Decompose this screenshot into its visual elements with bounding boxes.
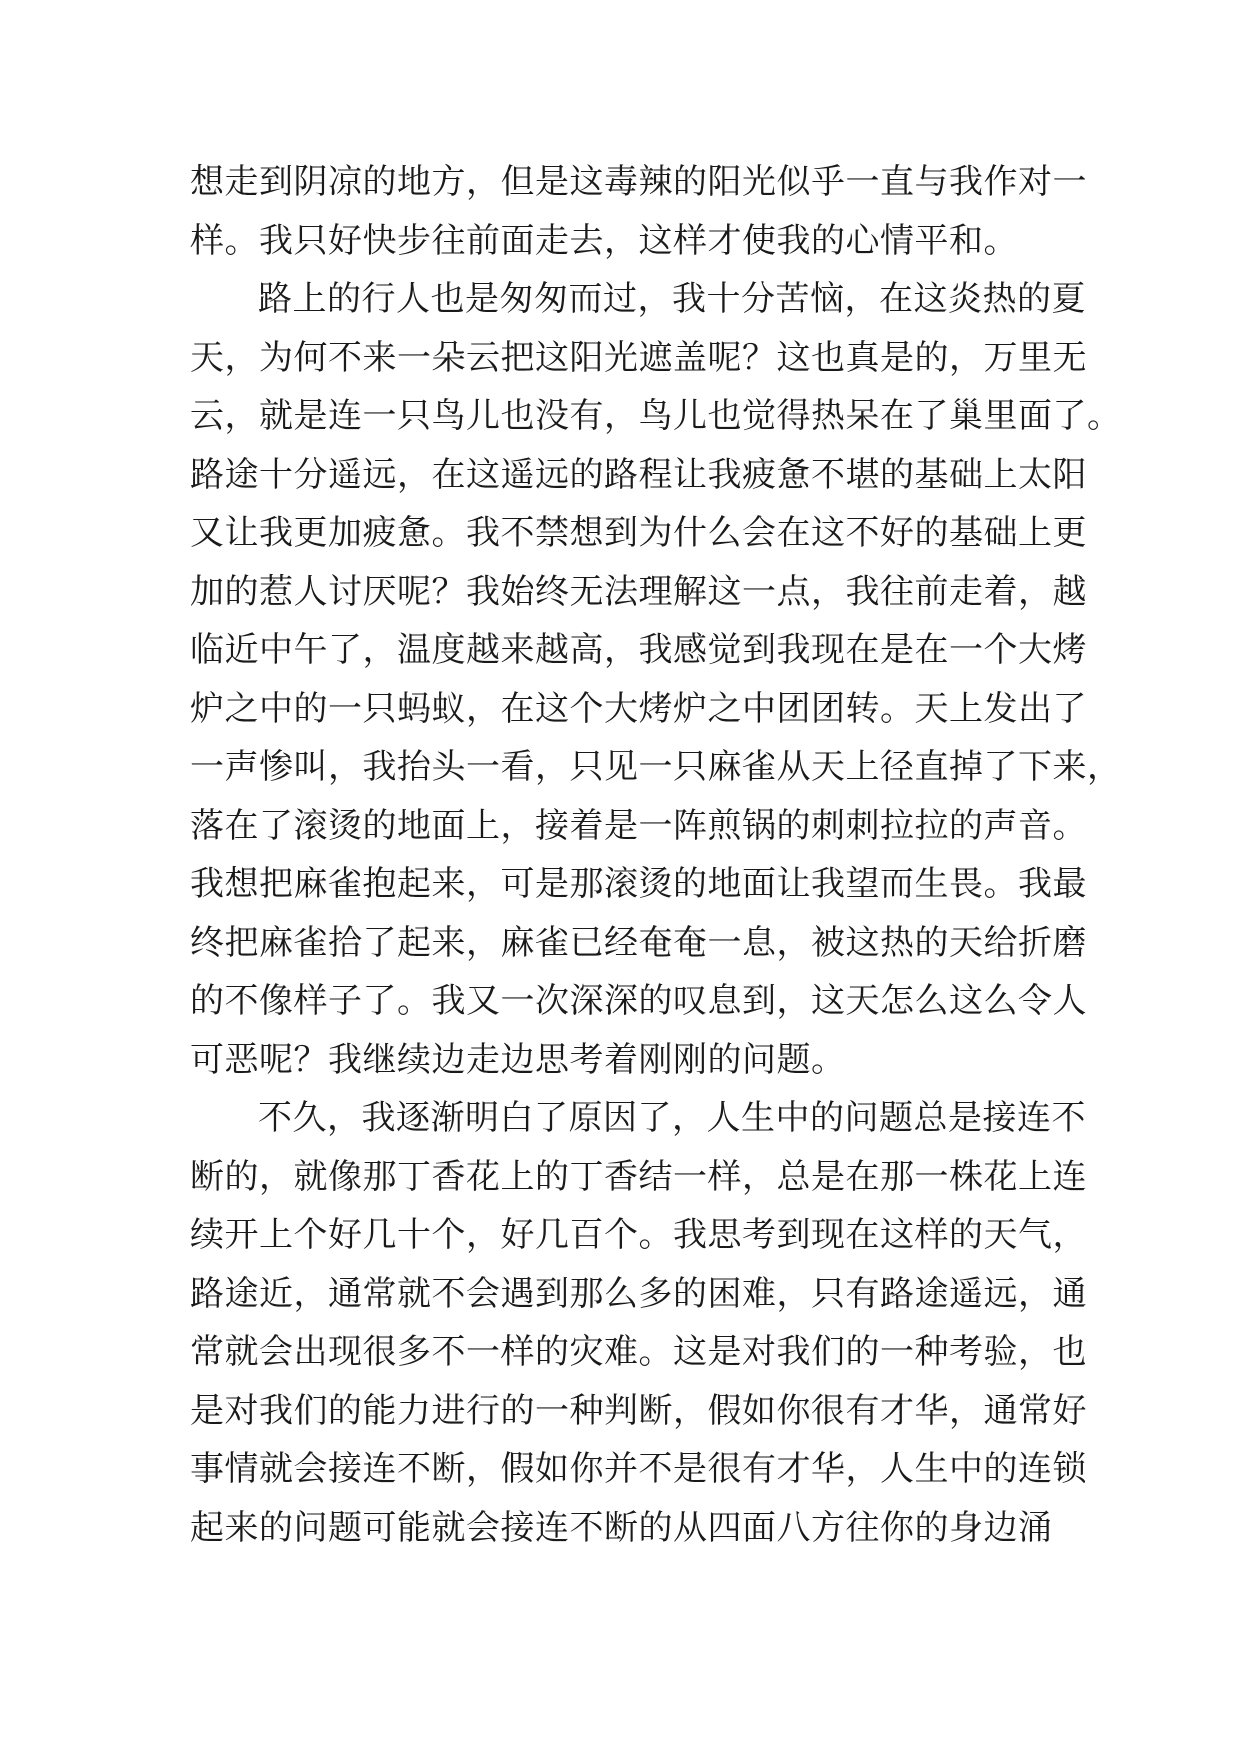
text-line: 路途近，通常就不会遇到那么多的困难，只有路途遥远，通 [190,1273,1087,1314]
text-line: 常就会出现很多不一样的灾难。这是对我们的一种考验，也 [190,1332,1087,1372]
text-line: 临近中午了，温度越来越高，我感觉到我现在是在一个大烤 [190,630,1087,670]
text-line: 样。我只好快步往前面走去，这样才使我的心情平和。 [190,220,1018,261]
text-line: 落在了滚烫的地面上，接着是一阵煎锅的刺刺拉拉的声音。 [190,805,1087,846]
text-line: 起来的问题可能就会接连不断的从四面八方往你的身边涌 [190,1507,1053,1548]
text-line: 可恶呢？我继续边走边思考着刚刚的问题。 [190,1039,846,1080]
text-line: 不久，我逐渐明白了原因了，人生中的问题总是接连不 [258,1098,1086,1138]
text-line: 我想把麻雀抱起来，可是那滚烫的地面让我望而生畏。我最 [190,864,1087,904]
text-line: 断的，就像那丁香花上的丁香结一样，总是在那一株花上连 [190,1156,1087,1197]
text-line: 云，就是连一只鸟儿也没有，鸟儿也觉得热呆在了巢里面了。 [190,396,1122,436]
body-text [190,153,1122,1557]
text-line: 的不像样子了。我又一次深深的叹息到，这天怎么这么令人 [190,981,1087,1021]
text-line: 是对我们的能力进行的一种判断，假如你很有才华，通常好 [190,1390,1087,1431]
text-line: 天，为何不来一朵云把这阳光遮盖呢？这也真是的，万里无 [190,337,1087,378]
text-line: 加的惹人讨厌呢？我始终无法理解这一点，我往前走着，越 [190,571,1087,612]
text-line: 一声惨叫，我抬头一看，只见一只麻雀从天上径直掉了下来， [190,747,1122,787]
text-line: 路上的行人也是匆匆而过，我十分苦恼，在这炎热的夏 [258,279,1086,319]
text-line: 想走到阴凉的地方，但是这毒辣的阳光似乎一直与我作对一 [190,162,1087,202]
text-line: 路途十分遥远，在这遥远的路程让我疲惫不堪的基础上太阳 [190,454,1087,495]
text-line: 事情就会接连不断，假如你并不是很有才华，人生中的连锁 [190,1449,1087,1489]
text-line: 又让我更加疲惫。我不禁想到为什么会在这不好的基础上更 [190,513,1087,553]
text-line: 续开上个好几十个，好几百个。我思考到现在这样的天气， [190,1215,1087,1255]
text-line: 炉之中的一只蚂蚁，在这个大烤炉之中团团转。天上发出了 [190,688,1087,729]
text-line: 终把麻雀拾了起来，麻雀已经奄奄一息，被这热的天给折磨 [190,922,1087,963]
